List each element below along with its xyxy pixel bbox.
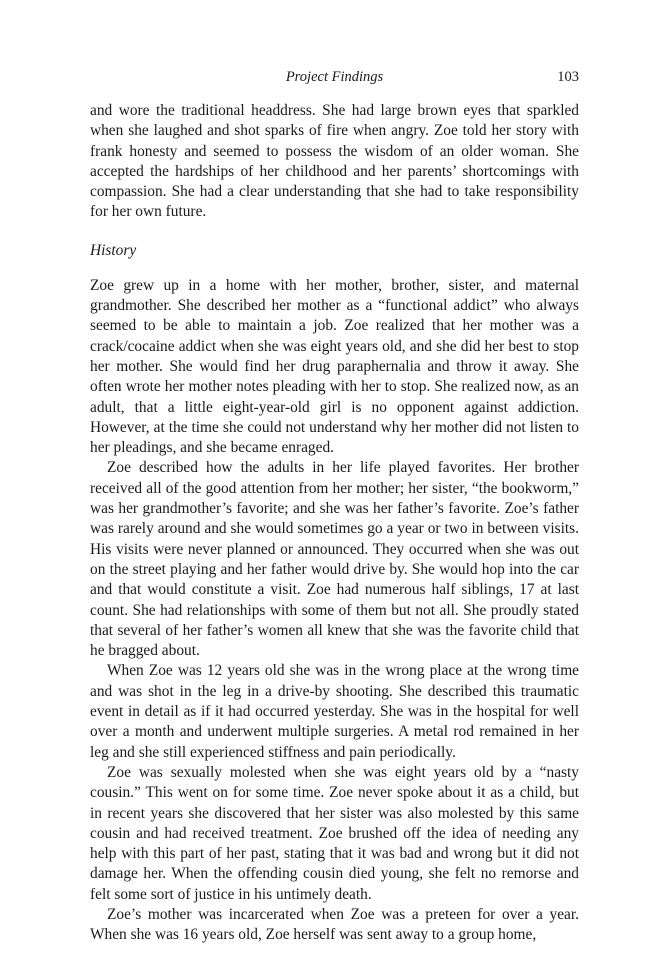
history-paragraph: When Zoe was 12 years old she was in the wrong place at the wrong time and was shot in the leg in a drive-by shooting. She described this traumatic event in detail as if it had occurred yesterday. She was in the hospital for well over a month and underwent multiple surgeries. A metal rod remained in her leg and she still experienced stiffness and pain periodically. bbox=[90, 662, 579, 761]
section-heading-history: History bbox=[90, 241, 137, 259]
history-paragraph: Zoe was sexually molested when she was eight years old by a “nasty cousin.” This went on for some time. Zoe never spoke about it as a child, but in recent years she discovered that her sister was also molested by this same cousin and had received treatment. Zoe brushed off the idea of needing any help with this part of her past, stating that it was bad and wrong but it did not damage her. When the offending cousin died young, she felt no remorse and felt some sort of justice in his untimely death. bbox=[90, 763, 579, 903]
history-paragraph: Zoe’s mother was incarcerated when Zoe was a preteen for over a year. When she was 16 years old, Zoe herself was sent away to a group home, bbox=[90, 905, 579, 944]
body-text bbox=[90, 101, 579, 946]
intro-paragraph: and wore the traditional headdress. She had large brown eyes that sparkled when she laughed and shot sparks of fire when angry. Zoe told her story with frank honesty and seemed to possess the wisdom of an older woman. She accepted the hardships of her childhood and her parents’ shortcomings with compassion. She had a clear understanding that she had to take responsibility for her own future. bbox=[90, 102, 579, 221]
book-page bbox=[90, 66, 579, 946]
page-number: 103 bbox=[557, 69, 579, 85]
running-head bbox=[90, 66, 579, 88]
running-title: Project Findings bbox=[285, 69, 384, 85]
history-paragraph: Zoe described how the adults in her life played favorites. Her brother received all of the good attention from her mother; her sister, “the bookworm,” was her grandmother’s favorite; and she was her father’s favorite. Zoe’s father was rarely around and she would sometimes go a year or two in between visits. His visits were never planned or announced. They occurred when she was out on the street playing and her father would drive by. She would hop into the car and that would constitute a visit. Zoe had numerous half siblings, 17 at last count. She had relationships with some of them but not all. She proudly stated that several of her father’s women all knew that she was the favorite child that he bragged about. bbox=[90, 459, 579, 660]
history-paragraph: Zoe grew up in a home with her mother, brother, sister, and maternal grandmother. She described her mother as a “functional addict” who always seemed to be able to maintain a job. Zoe realized that her mother was a crack/cocaine addict when she was eight years old, and she did her best to stop her mother. She would find her drug paraphernalia and throw it away. She often wrote her mother notes pleading with her to stop. She realized now, as an adult, that a little eight-year-old girl is no opponent against addiction. However, at the time she could not understand why her mother did not listen to her pleadings, and she became enraged. bbox=[90, 276, 579, 457]
